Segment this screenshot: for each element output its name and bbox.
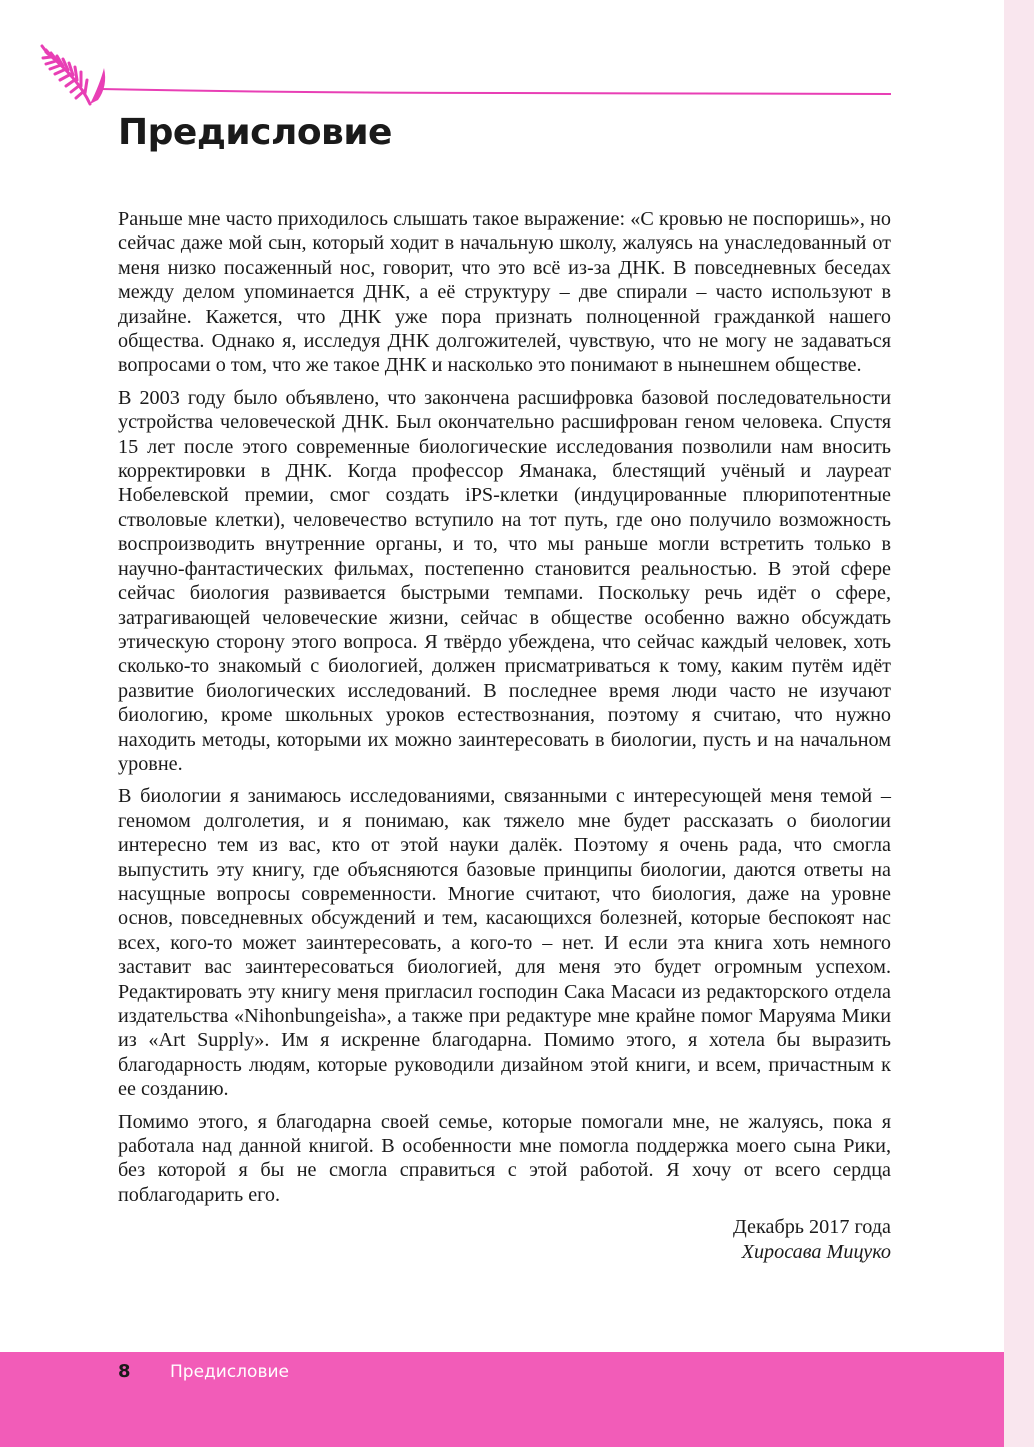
footer-section-title: Предисловие	[170, 1362, 289, 1382]
page-number: 8	[118, 1361, 131, 1382]
signature-author: Хиросава Мицуко	[741, 1240, 891, 1263]
footer-band	[0, 1352, 1004, 1447]
signature-date: Декабрь 2017 года	[733, 1216, 891, 1239]
paragraph: В биологии я занимаюсь исследованиями, связанными с интересующей меня темой – геномом долголетия, и я понимаю, как тяжело мне будет рассказать о биологии интересно тем из вас, кто от этой науки далёк. Поэтому я очень рада, что смогла выпустить эту книгу, где объясняются базовые принципы биологии, даются ответы на насущные вопросы современности. Многие считают, что биология, даже на уровне основ, повседневных обсуждений и тем, касающихся болезней, которые беспокоят нас всех, кого-то может заинтересовать, а кого-то – нет. И если эта книга хоть немного заставит вас заинтересоваться биологией, для меня это будет огромным успехом. Редактировать эту книгу меня пригласил господин Сака Масаси из редакторского отдела издательства «Nihonbungeisha», а также при редактуре мне крайне помог Маруяма Мики из «Art Supply». Им я искренне благодарна. Помимо этого, я хотела бы выразить благодарность людям, которые руководили дизайном этой книги, и всем, причастным к ее созданию.	[118, 785, 891, 1101]
body-text	[118, 207, 891, 1264]
page-edge-strip	[1004, 0, 1034, 1447]
header-rule	[100, 87, 891, 97]
paragraph: Раньше мне часто приходилось слышать такое выражение: «С кровью не поспоришь», но сейчас даже мой сын, который ходит в начальную школу, жалуясь на унаследованный от меня низко посаженный нос, говорит, что это всё из-за ДНК. В повседневных беседах между делом упоминается ДНК, а её структуру – две спирали – часто используют в дизайне. Кажется, что ДНК уже пора признать полноценной гражданкой нашего общества. Однако я, исследуя ДНК долгожителей, чувствую, что не могу не задаваться вопросами о том, что же такое ДНК и насколько это понимают в нынешнем обществе.	[118, 208, 891, 377]
paragraph: В 2003 году было объявлено, что закончена расшифровка базовой последовательности устройства человеческой ДНК. Был окончательно расшифрован геном человека. Спустя 15 лет после этого современные биологические исследования позволили нам вносить корректировки в ДНК. Когда профессор Яманака, блестящий учёный и лауреат Нобелевской премии, смог создать iPS-клетки (индуцированные плюрипотентные стволовые клетки), человечество вступило на тот путь, где оно получило возможность воспроизводить внутренние органы, и то, что мы раньше могли встретить только в научно-фантастических фильмах, постепенно становится реальностью. В этой сфере сейчас биология развивается быстрыми темпами. Поскольку речь идёт о сфере, затрагивающей человеческие жизни, сейчас в обществе особенно важно обсуждать этическую сторону этого вопроса. Я твёрдо убеждена, что сейчас каждый человек, хоть сколько-то знакомый с биологией, должен присматриваться к тому, каким путём идёт развитие биологических исследований. В последнее время люди часто не изучают биологию, кроме школьных уроков естествознания, поэтому я считаю, что нужно находить методы, которыми их можно заинтересовать в биологии, пусть и на начальном уровне.	[118, 386, 891, 775]
page-title: Предисловие	[118, 112, 392, 153]
signature-block	[118, 1215, 891, 1264]
fern-leaf-icon	[38, 40, 118, 110]
paragraph: Помимо этого, я благодарна своей семье, которые помогали мне, не жалуясь, пока я работала над данной книгой. В особенности мне помогла поддержка моего сына Рики, без которой я бы не смогла справиться с этой работой. Я хочу от всего сердца поблагодарить его.	[118, 1110, 891, 1206]
